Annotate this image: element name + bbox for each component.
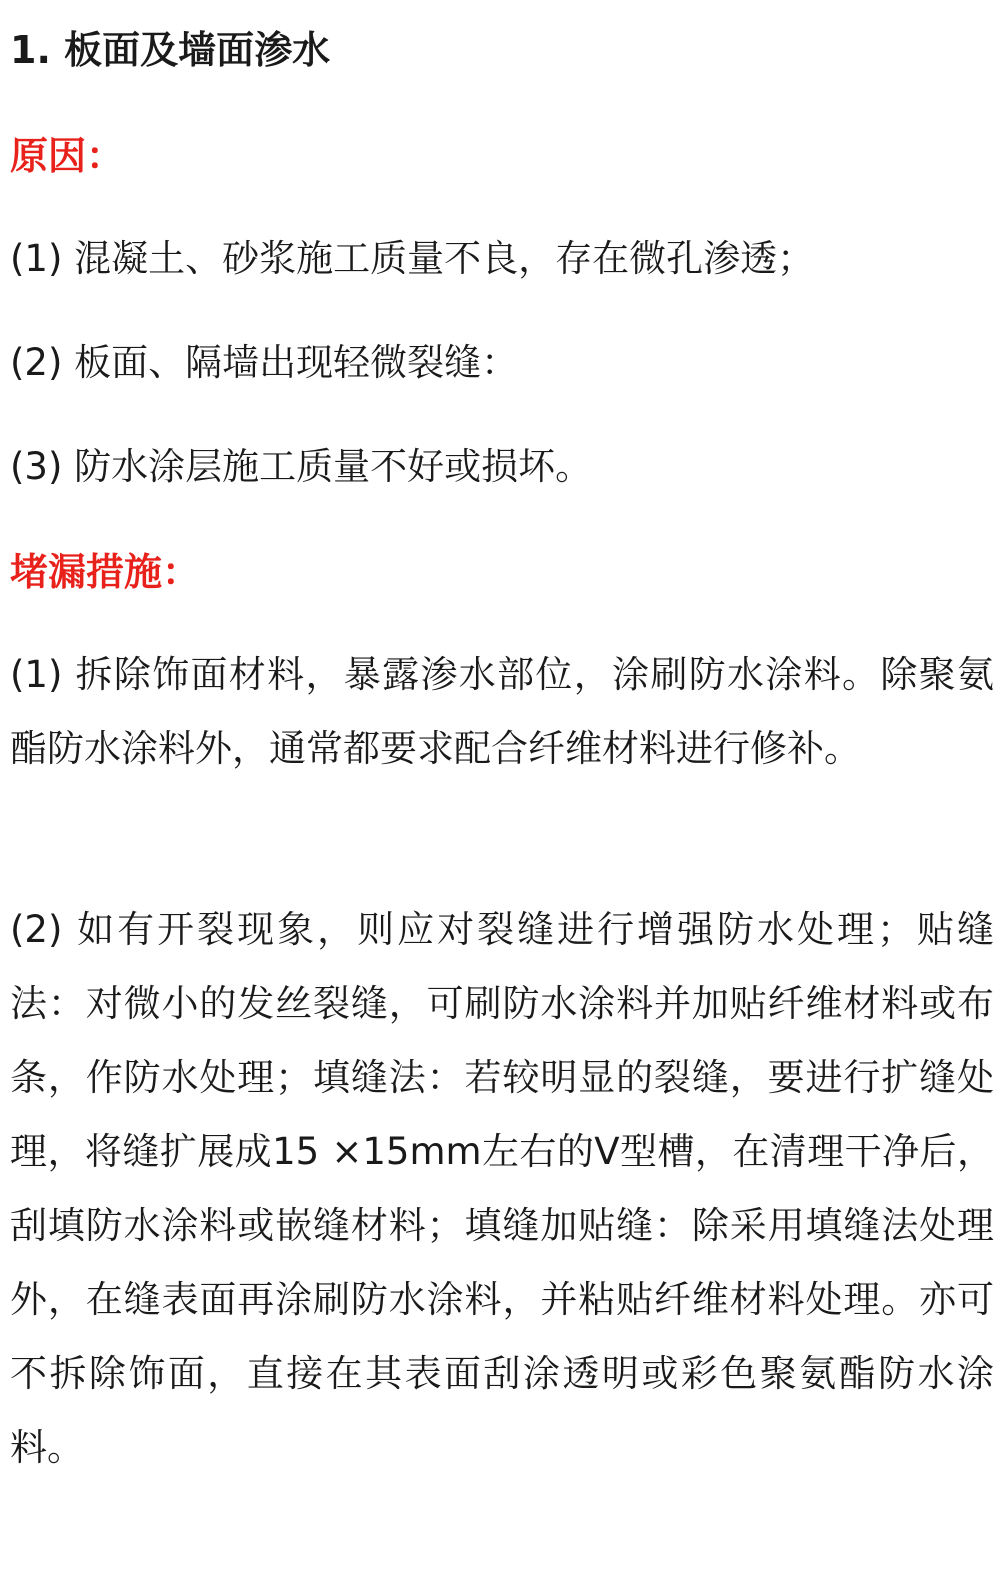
section-title: 1. 板面及墙面渗水 [10, 28, 331, 72]
cause-item-2: (2) 板面、隔墙出现轻微裂缝： [10, 341, 519, 384]
cause-item-1: (1) 混凝土、砂浆施工质量不良，存在微孔渗透； [10, 237, 815, 280]
measures-item-2: (2) 如有开裂现象，则应对裂缝进行增强防水处理；贴缝法：对微小的发丝裂缝，可刷防水涂料并加贴纤维材料或布条，作防水处理；填缝法：若较明显的裂缝，要进行扩缝处理，将缝扩展成15 ×15mm左右的V型槽，在清理干净后，刮填防水涂料或嵌缝材料；填缝加贴缝：除采用填缝法处理外，在缝表面再涂刷防水涂料，并粘贴纤维材料处理。亦可不拆除饰面，直接在其表面刮涂透明或彩色聚氨酯防水涂料。 [10, 908, 994, 1469]
measures-item-1: (1) 拆除饰面材料，暴露渗水部位，涂刷防水涂料。除聚氨酯防水涂料外，通常都要求配合纤维材料进行修补。 [10, 653, 994, 770]
measures-heading: 堵漏措施： [10, 550, 201, 594]
cause-item-3: (3) 防水涂层施工质量不好或损坏。 [10, 445, 593, 488]
cause-heading: 原因： [10, 134, 125, 178]
